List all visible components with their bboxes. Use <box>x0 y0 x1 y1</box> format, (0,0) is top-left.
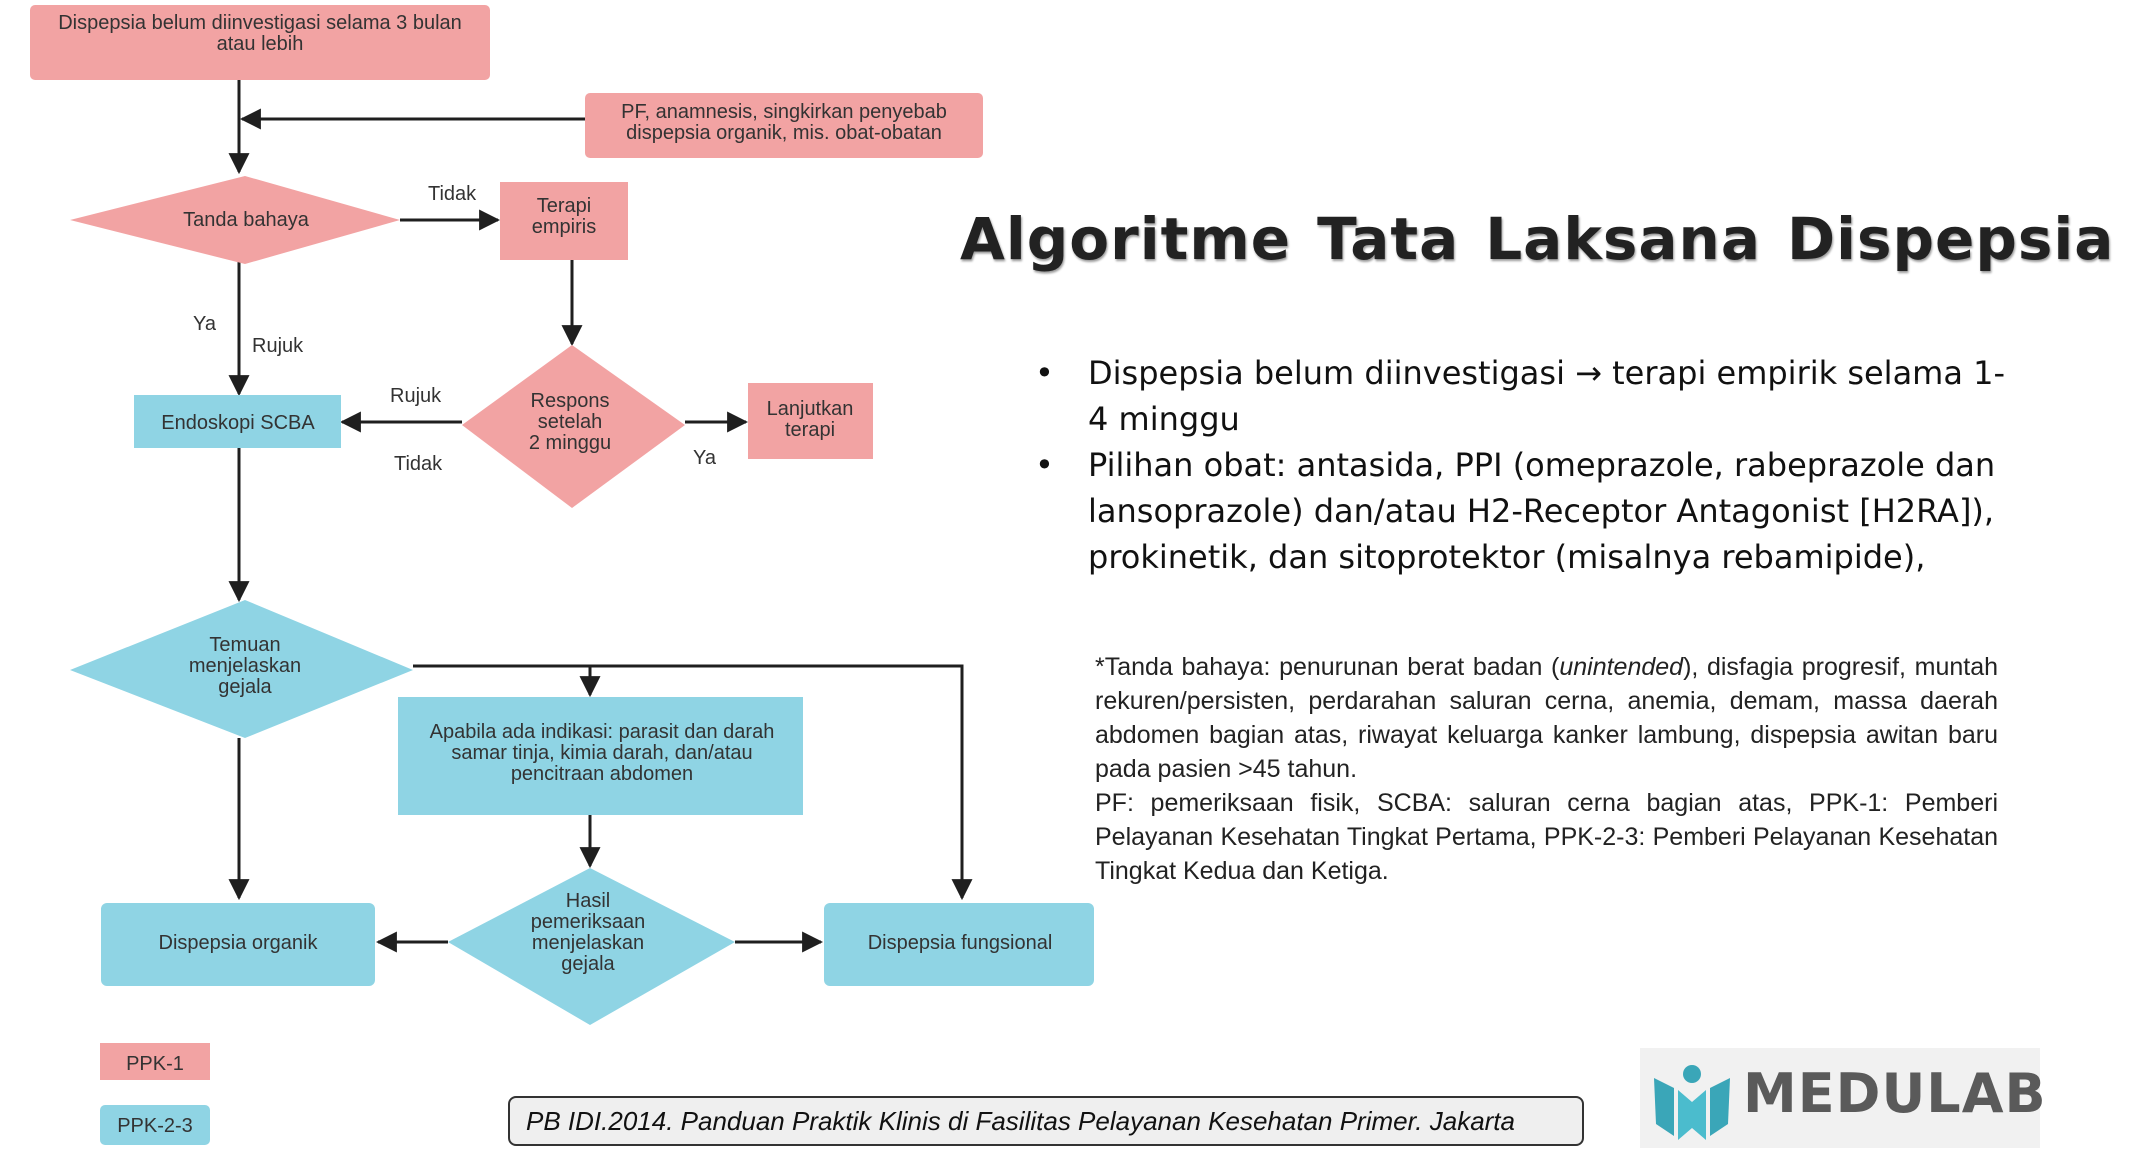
node-label-line: terapi <box>784 419 836 441</box>
footnote <box>1095 650 1998 888</box>
node-danger-sign <box>70 176 400 264</box>
node-label-line: Dispepsia belum diinvestigasi selama 3 bulan <box>58 12 462 34</box>
node-label-line: Dispepsia organik <box>158 932 318 954</box>
node-label-line: gejala <box>561 953 615 975</box>
legend-ppk1 <box>100 1043 210 1080</box>
node-empiric-therapy <box>500 182 628 260</box>
edge-label-rujuk: Rujuk <box>390 385 442 407</box>
node-label-line: Hasil <box>565 890 611 912</box>
node-label-line: Tanda bahaya <box>183 209 309 231</box>
node-pf-text <box>621 101 947 144</box>
node-empiric-text <box>532 195 596 238</box>
node-label-line: empiris <box>531 216 597 238</box>
node-organic <box>101 903 375 986</box>
node-response <box>462 345 685 508</box>
node-label-line: pencitraan abdomen <box>510 763 694 785</box>
citation-box: PB IDI.2014. Panduan Praktik Klinis di Fasilitas Pelayanan Kesehatan Primer. Jakarta <box>508 1096 1584 1146</box>
node-organic-text <box>159 932 319 954</box>
node-label-line: dispepsia organik, mis. obat-obatan <box>626 122 942 144</box>
edge-label-tidak: Tidak <box>394 453 443 475</box>
node-pf <box>585 93 983 158</box>
node-danger-text <box>183 209 310 231</box>
node-label-line: pemeriksaan <box>530 911 646 933</box>
legend-ppk23 <box>100 1105 210 1145</box>
node-label-line: atau lebih <box>216 33 304 55</box>
node-label-line: menjelaskan <box>188 655 302 677</box>
title-word: Tata <box>1317 205 1460 273</box>
title-word: Dispepsia <box>1786 205 2115 273</box>
node-label-line: Endoskopi SCBA <box>161 412 315 434</box>
edge-label-rujuk: Rujuk <box>252 335 304 357</box>
node-label-line: PF, anamnesis, singkirkan penyebab <box>621 101 947 123</box>
node-label-line: samar tinja, kimia darah, dan/atau <box>451 742 753 764</box>
legend-ppk1-label: PPK-1 <box>126 1053 184 1075</box>
node-label-line: Apabila ada indikasi: parasit dan darah <box>429 721 775 743</box>
medulab-logo-text: MEDULAB <box>1743 1062 2047 1125</box>
edge-label-tidak: Tidak <box>428 183 477 205</box>
node-endoscopy <box>134 395 341 448</box>
medulab-logo-icon <box>1648 1056 1736 1142</box>
node-label-line: Temuan <box>209 634 281 656</box>
title-word: Algoritme <box>960 205 1292 273</box>
node-response-text <box>529 390 611 454</box>
footnote-danger-signs: *Tanda bahaya: penurunan berat badan (unintended), disfagia progresif, muntah rekuren/persisten, perdarahan saluran cerna, anemia, demam, massa daerah abdomen bagian atas, riwayat keluarga kanker lambung, dispepsia awitan baru pada pasien >45 tahun. <box>1095 653 1998 783</box>
node-label-line: 2 minggu <box>528 432 612 454</box>
bullet-list <box>1035 350 2015 580</box>
node-indication <box>398 697 803 815</box>
node-functional-text <box>868 932 1053 954</box>
edge-label-ya: Ya <box>693 447 716 469</box>
medulab-logo <box>1640 1048 2047 1148</box>
title-word: Laksana <box>1485 205 1761 273</box>
legend-ppk23-label: PPK-2-3 <box>117 1115 193 1137</box>
node-start <box>30 5 490 80</box>
node-functional <box>824 903 1094 986</box>
node-label-line: Terapi <box>536 195 592 217</box>
page-title <box>960 205 2115 273</box>
node-label-line: gejala <box>218 676 272 698</box>
bullet-item: • Pilihan obat: antasida, PPI (omeprazole, rabeprazole dan lansoprazole) dan/atau H2-Receptor Antagonist [H2RA]), prokinetik, dan sitoprotektor (misalnya rebamipide), <box>1035 442 2015 580</box>
node-label-line: Respons <box>530 390 610 412</box>
node-endoscopy-text <box>161 412 315 434</box>
arrow-findings-to-indication <box>413 666 590 695</box>
node-findings <box>70 600 413 738</box>
footnote-abbreviations: PF: pemeriksaan fisik, SCBA: saluran cerna bagian atas, PPK-1: Pemberi Pelayanan Kesehatan Tingkat Pertama, PPK-2-3: Pemberi Pelayanan Kesehatan Tingkat Kedua dan Ketiga. <box>1095 789 1998 885</box>
node-label-line: setelah <box>537 411 603 433</box>
node-label-line: menjelaskan <box>531 932 645 954</box>
edge-label-ya: Ya <box>193 313 216 335</box>
bullet-item: • Dispepsia belum diinvestigasi → terapi empirik selama 1-4 minggu <box>1035 350 2015 442</box>
node-label-line: Dispepsia fungsional <box>867 932 1053 954</box>
node-label-line: Lanjutkan <box>766 398 854 420</box>
node-exam-result <box>448 868 735 1025</box>
node-continue-therapy <box>748 383 873 459</box>
